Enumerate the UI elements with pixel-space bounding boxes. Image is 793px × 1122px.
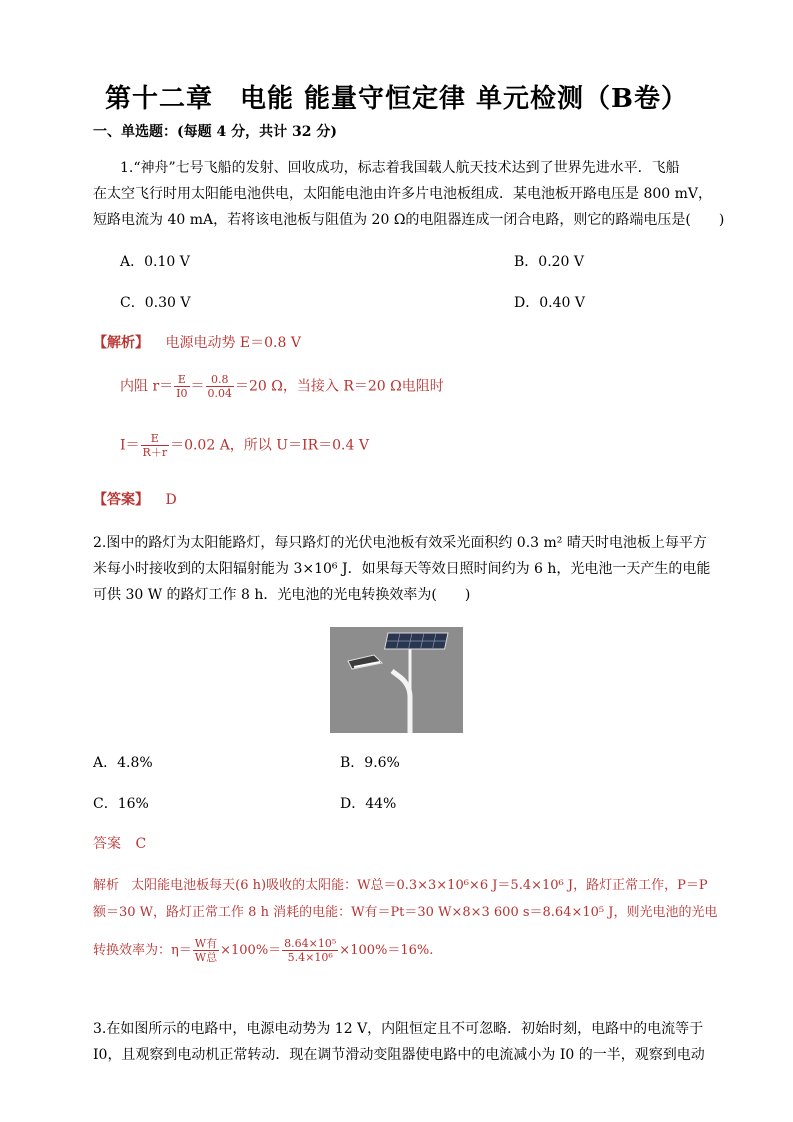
q3-line-2: I0，且观察到电动机正常转动．现在调节滑动变阻器使电路中的电流减小为 I0 的一半，观察到电动 <box>93 1047 705 1063</box>
q2-analysis-text-1: 太阳能电池板每天(6 h)吸收的太阳能：W总＝0.3×3×10⁶×6 J＝5.4×10⁶ J，路灯正常工作，P＝P <box>131 878 708 893</box>
q1-frac3-den: R＋r <box>142 446 168 459</box>
q1-answer: D <box>165 492 177 508</box>
q3-line-1: 3.在如图所示的电路中，电源电动势为 12 V，内阻恒定且不可忽略．初始时刻，电路中的电流等于 <box>93 1021 704 1037</box>
q2-line-1: 2.图中的路灯为太阳能路灯，每只路灯的光伏电池板有效采光面积约 0.3 m² 晴天时电池板上每平方 <box>93 535 707 551</box>
q1-analysis-line-2: 内阻 r＝ $\frac{E}{I0}$ ＝ $\frac{0.8}{0.04}$ ＝20 Ω，当接入 R＝20 Ω电阻时 <box>120 373 444 400</box>
q2-option-b: B．9.6% <box>340 755 400 771</box>
q1-frac2-den: 0.04 <box>207 387 232 400</box>
q1-option-d: D．0.40 V <box>514 295 585 311</box>
q1-analysis-row <box>93 333 301 353</box>
q1-analysis-line-3 <box>120 432 369 459</box>
q1-line-3: 短路电流为 40 mA，若将该电池板与阻值为 20 Ω的电阻器连成一闭合电路，则它的路端电压是( ) <box>93 212 725 228</box>
q2-frac5-num: 8.64×10⁵ <box>284 937 337 950</box>
q2-option-c: C．16% <box>93 796 149 812</box>
q2-analysis-line-2: 额＝30 W，路灯正常工作 8 h 消耗的电能：W有＝Pt＝30 W×8×3 600 s＝8.64×10⁵ J，则光电池的光电 <box>93 905 718 920</box>
q1-analysis-line-2-prefix: 内阻 r＝ <box>120 378 174 395</box>
q1-analysis-label: 【解析】 <box>93 335 149 351</box>
q1-line-1: 1.“神舟”七号飞船的发射、回收成功，标志着我国载人航天技术达到了世界先进水平．飞船 <box>120 160 680 176</box>
q2-option-a: A．4.8% <box>93 755 153 771</box>
q2-frac5-den: 5.4×10⁶ <box>287 951 333 964</box>
q1-fraction-e-over-i0 <box>174 373 189 400</box>
q1-option-c: C．0.30 V <box>120 295 191 311</box>
q1-option-a: A．0.10 V <box>120 254 190 270</box>
q2-analysis-line-3 <box>93 937 433 964</box>
q1-frac1-num: E <box>174 373 189 387</box>
q1-answer-label: 【答案】 <box>93 492 149 508</box>
q1-frac3-num: E <box>141 432 170 446</box>
q2-fraction-values <box>282 937 338 964</box>
q2-line-2: 米每小时接收到的太阳辐射能为 3×10⁶ J．如果每天等效日照时间约为 6 h，光电池一天产生的电能 <box>93 561 711 577</box>
q1-analysis-line-3-prefix: I＝ <box>120 437 140 454</box>
q2-analysis-label: 解析 <box>93 878 120 893</box>
q1-analysis-line-1: 电源电动势 E＝0.8 V <box>165 335 301 351</box>
q2-analysis-line-3-prefix: 转换效率为：η＝ <box>93 943 192 958</box>
q2-analysis-line-1 <box>93 876 708 896</box>
q1-frac1-den: I0 <box>176 387 188 400</box>
q2-frac4-num: W有 <box>194 937 218 950</box>
q1-frac2-num: 0.8 <box>206 373 235 387</box>
section-heading: 一、单选题：(每题 4 分，共计 32 分) <box>93 124 337 140</box>
q1-line-2: 在太空飞行时用太阳能电池供电，太阳能电池由许多片电池板组成．某电池板开路电压是 800 mV， <box>93 186 713 202</box>
page-title: 第十二章 电能 能量守恒定律 单元检测（B卷） <box>104 84 689 114</box>
q2-answer-label: 答案 <box>93 836 121 852</box>
q1-fraction-current <box>141 432 170 459</box>
q2-analysis-line-3-suffix: ×100%＝16%. <box>339 943 434 958</box>
q1-answer-row <box>93 490 177 510</box>
q2-frac4-den: W总 <box>194 951 218 964</box>
q1-option-b: B．0.20 V <box>514 254 585 270</box>
q2-analysis-line-3-mid: ×100%＝ <box>220 943 282 958</box>
solar-street-light-image <box>330 627 463 733</box>
q2-option-d: D．44% <box>340 796 397 812</box>
q1-analysis-line-3-suffix: ＝0.02 A，所以 U＝IR＝0.4 V <box>170 437 369 454</box>
street-light-illustration <box>330 627 463 733</box>
q1-analysis-line-2-suffix: ＝20 Ω，当接入 R＝20 Ω电阻时 <box>235 378 444 395</box>
q1-fraction-values <box>206 373 235 400</box>
q2-line-3: 可供 30 W 的路灯工作 8 h．光电池的光电转换效率为( ) <box>93 587 471 603</box>
q2-answer: C <box>135 836 147 852</box>
q2-answer-row <box>93 834 146 854</box>
q2-fraction-efficiency <box>193 937 219 964</box>
